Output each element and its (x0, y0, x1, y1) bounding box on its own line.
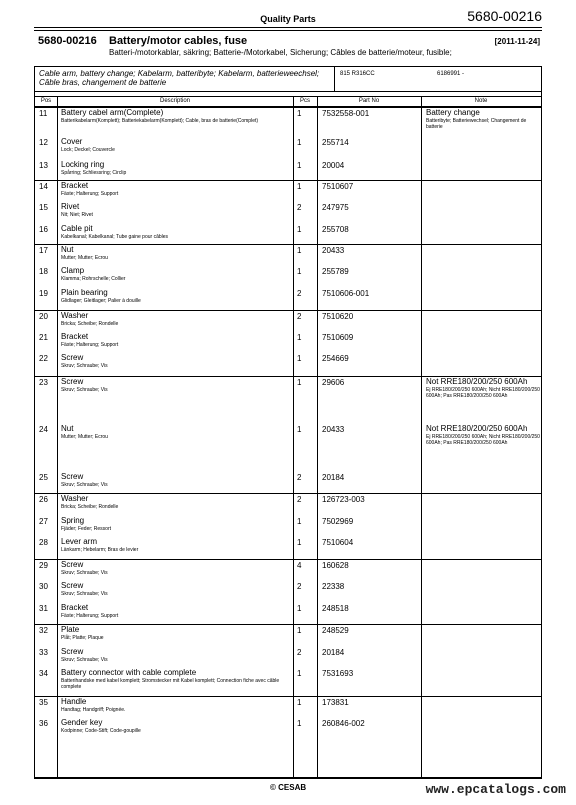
row-part-no: 29606 (322, 378, 345, 387)
row-description (61, 561, 291, 576)
part-translations: Batterikabelarm(Komplett); Batteriekabelarm(Komplett); Cable, bras de batterie(Complet) (61, 118, 259, 124)
row-description (61, 246, 291, 261)
row-note (426, 425, 540, 446)
info-text: Cable arm, battery change; Kabelarm, batteribyte; Kabelarm, batterieweechsel; Câble bras, changement de batterie (39, 69, 320, 87)
row-part-no: 20433 (322, 425, 345, 434)
row-description (61, 182, 291, 197)
part-translations: Fäste; Halterung; Support (61, 191, 119, 197)
part-name: Gender key (61, 718, 103, 727)
row-description (61, 626, 291, 641)
row-pos: 14 (39, 182, 48, 191)
row-qty: 1 (297, 719, 302, 728)
part-name: Screw (61, 377, 84, 386)
row-description (61, 267, 291, 282)
row-qty: 1 (297, 182, 302, 191)
row-part-no: 20004 (322, 161, 345, 170)
part-name: Bracket (61, 181, 89, 190)
row-qty: 1 (297, 698, 302, 707)
row-part-no: 7510609 (322, 333, 354, 342)
note-text: Not RRE180/200/250 600Ah (426, 424, 528, 433)
info-model: 815 R316CC (340, 71, 375, 77)
part-translations: Mutter; Mutter; Ecrou (61, 255, 108, 261)
part-translations: Fäste; Halterung; Support (61, 613, 119, 619)
row-qty: 1 (297, 161, 302, 170)
row-qty: 2 (297, 289, 302, 298)
row-part-no: 248529 (322, 626, 349, 635)
row-description (61, 604, 291, 619)
part-translations: Fäste; Halterung; Support (61, 342, 119, 348)
group-divider (35, 493, 541, 494)
row-part-no: 260846-002 (322, 719, 365, 728)
part-translations: Handtag; Handgriff; Poignée. (61, 707, 126, 713)
part-name: Screw (61, 472, 84, 481)
row-pos: 15 (39, 203, 48, 212)
row-pos: 28 (39, 538, 48, 547)
part-translations: Skruv; Schraube; Vis (61, 387, 108, 393)
note-text: Battery change (426, 108, 480, 117)
row-part-no: 20184 (322, 648, 345, 657)
part-translations: Spårring; Schliessring; Circlip (61, 170, 127, 176)
row-pos: 25 (39, 473, 48, 482)
group-divider (35, 180, 541, 181)
row-description (61, 354, 291, 369)
part-name: Battery cabel arm(Complete) (61, 108, 164, 117)
row-description (61, 669, 291, 690)
row-qty: 2 (297, 473, 302, 482)
row-part-no: 22338 (322, 582, 345, 591)
footer-rule (34, 778, 542, 779)
row-qty: 1 (297, 669, 302, 678)
col-divider (293, 96, 294, 777)
row-qty: 2 (297, 312, 302, 321)
row-part-no: 173831 (322, 698, 349, 707)
row-qty: 1 (297, 604, 302, 613)
col-divider (57, 96, 58, 777)
part-name: Handle (61, 697, 87, 706)
footer-logo: © CESAB (270, 783, 307, 792)
row-qty: 1 (297, 225, 302, 234)
part-name: Rivet (61, 202, 80, 211)
row-description (61, 203, 291, 218)
row-pos: 32 (39, 626, 48, 635)
row-pos: 20 (39, 312, 48, 321)
row-pos: 30 (39, 582, 48, 591)
group-divider (35, 244, 541, 245)
doc-title: Battery/motor cables, fuse (109, 35, 248, 47)
note-translations: Ej RRE180/200/250 600Ah; Nicht RRE180/200/250 600Ah; Pas RRE180/200/250 600Ah (426, 387, 540, 399)
row-description (61, 538, 291, 553)
row-pos: 33 (39, 648, 48, 657)
row-qty: 1 (297, 109, 302, 118)
row-description (61, 378, 291, 393)
row-qty: 1 (297, 626, 302, 635)
row-pos: 22 (39, 354, 48, 363)
row-description (61, 138, 291, 153)
header-doc-ref: 5680-00216 (467, 8, 542, 24)
info-divider (334, 67, 335, 91)
row-part-no: 7532558-001 (322, 109, 370, 118)
row-description (61, 495, 291, 510)
row-description (61, 289, 291, 304)
part-name: Bracket (61, 603, 89, 612)
info-bar (35, 67, 541, 92)
part-translations: Klamma; Rohrschelle; Collier (61, 276, 126, 282)
group-divider (35, 559, 541, 560)
row-pos: 36 (39, 719, 48, 728)
col-divider (317, 96, 318, 777)
col-divider (421, 96, 422, 777)
row-note (426, 109, 540, 130)
note-text: Not RRE180/200/250 600Ah (426, 377, 528, 386)
col-pos: Pos (40, 98, 52, 104)
row-part-no: 254669 (322, 354, 349, 363)
row-description (61, 648, 291, 663)
row-description (61, 698, 291, 713)
row-pos: 16 (39, 225, 48, 234)
part-name: Spring (61, 516, 85, 525)
row-pos: 31 (39, 604, 48, 613)
row-qty: 1 (297, 354, 302, 363)
parts-table (34, 66, 542, 778)
row-qty: 1 (297, 138, 302, 147)
row-pos: 26 (39, 495, 48, 504)
part-name: Washer (61, 311, 89, 320)
row-pos: 21 (39, 333, 48, 342)
row-part-no: 7510620 (322, 312, 354, 321)
info-serial: 6186991 - (437, 71, 465, 77)
header-rule (34, 27, 542, 28)
row-description (61, 582, 291, 597)
row-part-no: 255708 (322, 225, 349, 234)
row-pos: 13 (39, 161, 48, 170)
part-name: Locking ring (61, 160, 105, 169)
row-pos: 24 (39, 425, 48, 434)
row-description (61, 719, 291, 734)
row-description (61, 161, 291, 176)
part-translations: Skruv; Schraube; Vis (61, 570, 108, 576)
row-description (61, 333, 291, 348)
part-name: Bracket (61, 332, 89, 341)
row-part-no: 20433 (322, 246, 345, 255)
part-translations: Mutter; Mutter; Ecrou (61, 434, 108, 440)
part-translations: Skruv; Schraube; Vis (61, 363, 108, 369)
part-translations: Kabelkanal; Kabelkanal; Tube gaine pour câbles (61, 234, 169, 240)
row-part-no: 7510604 (322, 538, 354, 547)
row-qty: 1 (297, 517, 302, 526)
row-description (61, 425, 291, 440)
row-pos: 23 (39, 378, 48, 387)
part-translations: Nit; Niet; Rivet (61, 212, 93, 218)
part-name: Nut (61, 245, 74, 254)
part-translations: Plåt; Platte; Plaque (61, 635, 104, 641)
part-translations: Skruv; Schraube; Vis (61, 657, 108, 663)
part-name: Cover (61, 137, 83, 146)
row-part-no: 247975 (322, 203, 349, 212)
part-name: Nut (61, 424, 74, 433)
row-pos: 29 (39, 561, 48, 570)
row-part-no: 160628 (322, 561, 349, 570)
row-part-no: 126723-003 (322, 495, 365, 504)
part-name: Clamp (61, 266, 85, 275)
row-description (61, 312, 291, 327)
part-translations: Bricka; Scheibe; Rondelle (61, 504, 119, 510)
row-pos: 34 (39, 669, 48, 678)
row-description (61, 109, 291, 124)
col-qty: Pcs (299, 98, 310, 104)
row-pos: 18 (39, 267, 48, 276)
row-pos: 35 (39, 698, 48, 707)
part-translations: Skruv; Schraube; Vis (61, 591, 108, 597)
row-part-no: 255714 (322, 138, 349, 147)
row-description (61, 517, 291, 532)
row-qty: 2 (297, 495, 302, 504)
row-qty: 2 (297, 203, 302, 212)
part-name: Battery connector with cable complete (61, 668, 197, 677)
row-part-no: 7510607 (322, 182, 354, 191)
row-pos: 12 (39, 138, 48, 147)
col-note: Note (474, 98, 488, 104)
part-name: Screw (61, 560, 84, 569)
part-name: Screw (61, 581, 84, 590)
col-description: Description (159, 98, 190, 104)
row-qty: 1 (297, 267, 302, 276)
col-part: Part No (358, 98, 380, 104)
part-translations: Fjäder; Feder; Ressort (61, 526, 112, 532)
row-pos: 27 (39, 517, 48, 526)
row-pos: 19 (39, 289, 48, 298)
row-part-no: 248518 (322, 604, 349, 613)
row-qty: 1 (297, 425, 302, 434)
row-part-no: 255789 (322, 267, 349, 276)
doc-number: 5680-00216 (38, 35, 97, 47)
part-name: Lever arm (61, 537, 98, 546)
row-part-no: 20184 (322, 473, 345, 482)
part-translations: Kodpinne; Code-Stift; Code-goupille (61, 728, 141, 734)
part-name: Washer (61, 494, 89, 503)
row-part-no: 7531693 (322, 669, 354, 678)
part-name: Cable pit (61, 224, 93, 233)
note-translations: Ej RRE180/200/250 600Ah; Nicht RRE180/200/250 600Ah; Pas RRE180/200/250 600Ah (426, 434, 540, 446)
row-description (61, 473, 291, 488)
row-pos: 11 (39, 109, 48, 118)
group-divider (35, 310, 541, 311)
row-qty: 1 (297, 378, 302, 387)
part-translations: Länkarm; Hebelarm; Bras de levier (61, 547, 139, 553)
column-header (35, 96, 541, 107)
part-translations: Batterihandske med kabel komplett; Stromstecker mit Kabel komplett; Connection fiche avec câble complete (61, 678, 280, 690)
part-translations: Lock; Deckel; Couvercle (61, 147, 115, 153)
part-translations: Glidlager; Gleitlager; Palier à douille (61, 298, 141, 304)
row-qty: 4 (297, 561, 302, 570)
row-part-no: 7502969 (322, 517, 354, 526)
footer-url: www.epcatalogs.com (425, 782, 566, 797)
row-qty: 1 (297, 333, 302, 342)
row-description (61, 225, 291, 240)
row-part-no: 7510606-001 (322, 289, 370, 298)
part-translations: Bricka; Scheibe; Rondelle (61, 321, 119, 327)
row-note (426, 378, 540, 399)
part-name: Screw (61, 647, 84, 656)
note-translations: Batteribyte; Batteriewechsel; Changement de batterie (426, 118, 527, 130)
row-qty: 1 (297, 538, 302, 547)
doc-subtitle: Batteri-/motorkablar, säkring; Batterie-/Motorkabel, Sicherung; Câbles de batterie/moteur, fusible; (109, 48, 452, 57)
row-qty: 2 (297, 582, 302, 591)
row-pos: 17 (39, 246, 48, 255)
header-rule-2 (34, 30, 542, 31)
doc-date: [2011-11-24] (494, 37, 540, 46)
part-name: Screw (61, 353, 84, 362)
header-section: Quality Parts (260, 14, 316, 24)
part-translations: Skruv; Schraube; Vis (61, 482, 108, 488)
row-qty: 2 (297, 648, 302, 657)
row-qty: 1 (297, 246, 302, 255)
part-name: Plate (61, 625, 80, 634)
group-divider (35, 624, 541, 625)
group-divider (35, 696, 541, 697)
part-name: Plain bearing (61, 288, 108, 297)
